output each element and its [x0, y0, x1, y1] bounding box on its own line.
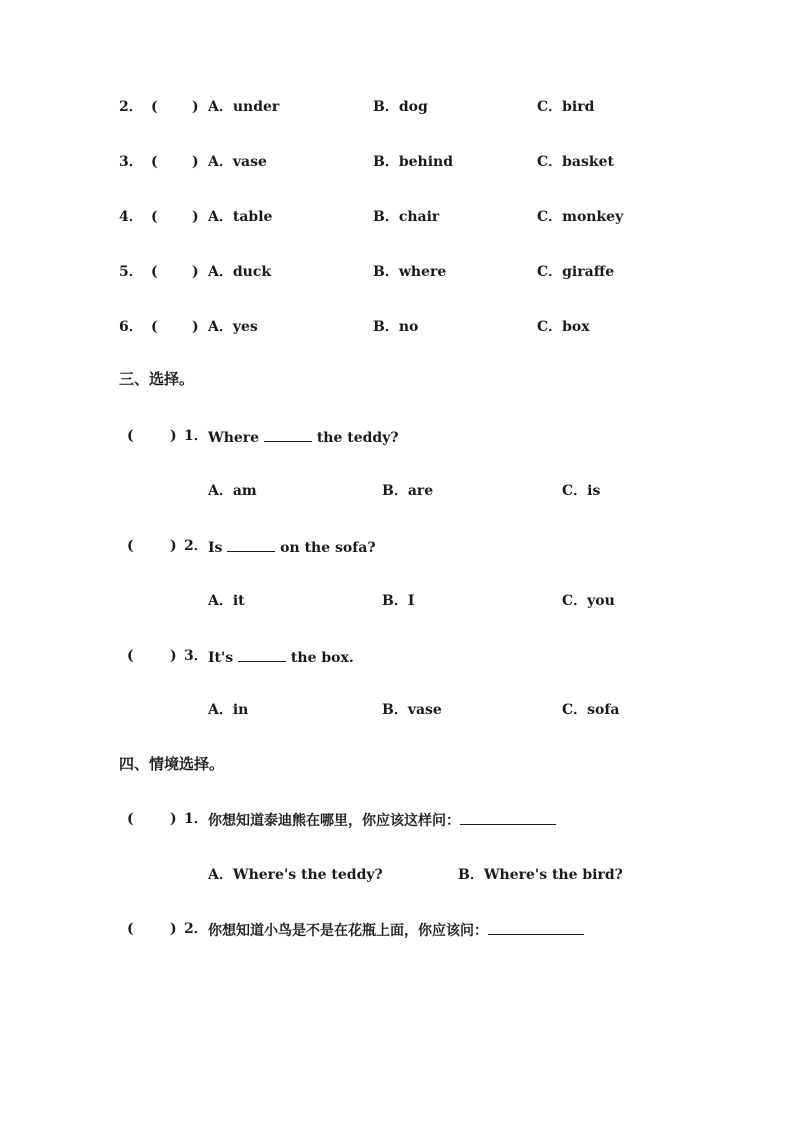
- stem-post: on the sofa?: [275, 540, 376, 556]
- option-b: B．dog: [373, 99, 428, 115]
- option-b: B．behind: [373, 154, 453, 170]
- answer-paren-close: ): [192, 319, 199, 335]
- stem-pre: It's: [208, 650, 239, 666]
- answer-paren-close: ): [170, 921, 177, 937]
- option-c: C．bird: [537, 99, 595, 115]
- option-c: C．basket: [537, 154, 614, 170]
- option-a: A．under: [208, 99, 280, 115]
- stem-pre: Is: [208, 540, 228, 556]
- item-number: 6．: [119, 319, 143, 335]
- question-stem: [208, 920, 584, 940]
- stem-post: the box.: [286, 650, 354, 666]
- section3-heading: 三、选择。: [119, 370, 195, 388]
- option-b: B．no: [373, 319, 419, 335]
- answer-paren-close: ): [170, 428, 177, 444]
- answer-paren-open: (: [151, 99, 158, 115]
- option-a: A．yes: [208, 319, 258, 335]
- option-a: A．Where's the teddy?: [208, 867, 383, 883]
- answer-blank[interactable]: [488, 920, 584, 935]
- option-b: B．I: [382, 593, 415, 609]
- answer-paren-open: (: [127, 648, 134, 664]
- answer-paren-open: (: [151, 264, 158, 280]
- item-number: 5．: [119, 264, 143, 280]
- option-a: A．am: [208, 483, 257, 499]
- option-c: C．sofa: [562, 702, 620, 718]
- answer-paren-open: (: [127, 811, 134, 827]
- answer-blank[interactable]: [460, 810, 556, 825]
- option-a: A．duck: [208, 264, 272, 280]
- item-number: 3．: [119, 154, 143, 170]
- question-stem: [208, 647, 354, 667]
- answer-paren-close: ): [170, 538, 177, 554]
- option-a: A．table: [208, 209, 273, 225]
- question-stem: [208, 810, 556, 830]
- question-number: 1．: [184, 428, 208, 444]
- option-b: B．where: [373, 264, 447, 280]
- answer-blank[interactable]: [238, 647, 286, 662]
- answer-paren-open: (: [151, 319, 158, 335]
- option-b: B．are: [382, 483, 434, 499]
- section4-heading: 四、情境选择。: [119, 755, 225, 773]
- answer-paren-open: (: [151, 154, 158, 170]
- answer-blank[interactable]: [264, 427, 312, 442]
- answer-paren-close: ): [170, 811, 177, 827]
- option-c: C．is: [562, 483, 601, 499]
- answer-paren-open: (: [151, 209, 158, 225]
- option-a: A．it: [208, 593, 245, 609]
- option-c: C．you: [562, 593, 615, 609]
- option-b: B．vase: [382, 702, 442, 718]
- answer-paren-close: ): [192, 99, 199, 115]
- item-number: 4．: [119, 209, 143, 225]
- answer-paren-close: ): [192, 264, 199, 280]
- question-number: 1．: [184, 811, 208, 827]
- stem-pre: Where: [208, 430, 264, 446]
- stem-text: 你想知道泰迪熊在哪里，你应该这样问：: [208, 813, 460, 829]
- option-c: C．monkey: [537, 209, 624, 225]
- question-number: 2．: [184, 921, 208, 937]
- answer-paren-open: (: [127, 538, 134, 554]
- option-c: C．box: [537, 319, 590, 335]
- option-c: C．giraffe: [537, 264, 615, 280]
- answer-paren-close: ): [192, 154, 199, 170]
- answer-paren-open: (: [127, 921, 134, 937]
- answer-blank[interactable]: [227, 537, 275, 552]
- question-number: 2．: [184, 538, 208, 554]
- question-number: 3．: [184, 648, 208, 664]
- option-a: A．in: [208, 702, 249, 718]
- option-b: B．chair: [373, 209, 440, 225]
- option-b: B．Where's the bird?: [458, 867, 623, 883]
- question-stem: [208, 537, 376, 557]
- stem-text: 你想知道小鸟是不是在花瓶上面，你应该问：: [208, 923, 488, 939]
- option-a: A．vase: [208, 154, 267, 170]
- answer-paren-open: (: [127, 428, 134, 444]
- stem-post: the teddy?: [311, 430, 399, 446]
- item-number: 2．: [119, 99, 143, 115]
- question-stem: [208, 427, 399, 447]
- answer-paren-close: ): [192, 209, 199, 225]
- answer-paren-close: ): [170, 648, 177, 664]
